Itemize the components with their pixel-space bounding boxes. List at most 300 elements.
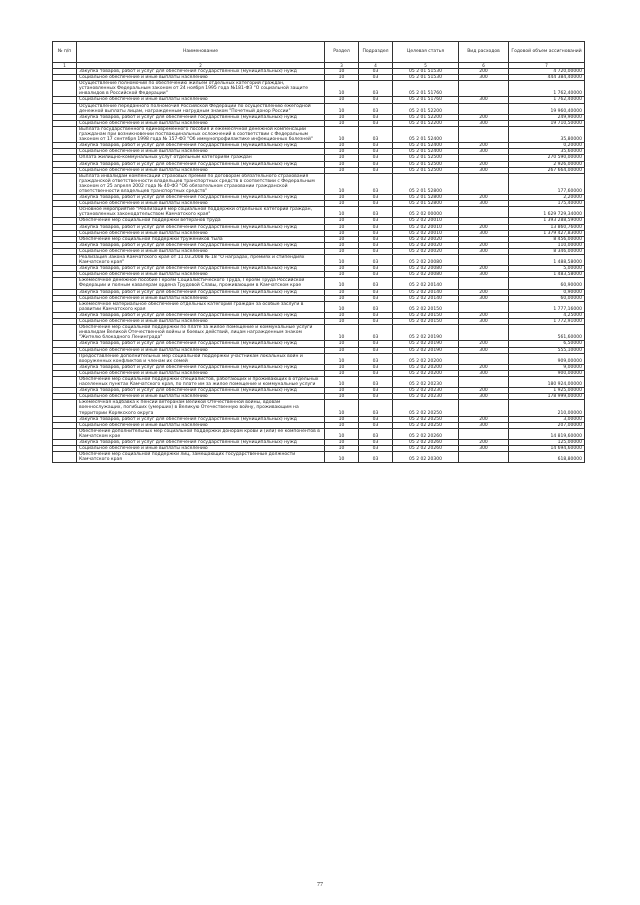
row-name: Реализация Закона Камчатского края от 11.03.2008 № 18 "О наградах, премиях и стипендиях Камчатского края" bbox=[77, 255, 325, 266]
row-razdel: 10 bbox=[325, 75, 359, 81]
row-name: Социальное обеспечение и иные выплаты населению bbox=[77, 295, 325, 301]
row-statya: 05 2 02 20010 bbox=[393, 224, 459, 230]
row-podrazdel: 03 bbox=[359, 149, 393, 155]
row-statya: 05 2 02 20150 bbox=[393, 301, 459, 312]
table-row bbox=[53, 126, 585, 142]
row-podrazdel: 03 bbox=[359, 394, 393, 400]
row-number bbox=[53, 325, 77, 341]
row-sum: 14 819,60000 bbox=[509, 428, 585, 439]
row-vid: 200 bbox=[459, 440, 509, 446]
row-vid: 200 bbox=[459, 312, 509, 318]
row-vid: 300 bbox=[459, 120, 509, 126]
row-vid: 200 bbox=[459, 416, 509, 422]
row-podrazdel: 03 bbox=[359, 167, 393, 173]
col-number: 1 bbox=[53, 63, 77, 69]
budget-table bbox=[52, 41, 585, 463]
row-sum: 8 346,00000 bbox=[509, 248, 585, 254]
row-vid bbox=[459, 301, 509, 312]
row-razdel: 10 bbox=[325, 103, 359, 114]
row-vid bbox=[459, 207, 509, 218]
row-name: Социальное обеспечение и иные выплаты населению bbox=[77, 422, 325, 428]
row-sum: 4,25000 bbox=[509, 312, 585, 318]
row-vid: 200 bbox=[459, 364, 509, 370]
row-podrazdel: 03 bbox=[359, 446, 393, 452]
row-vid: 300 bbox=[459, 75, 509, 81]
row-sum: 1 488,58000 bbox=[509, 255, 585, 266]
row-sum: 555,10000 bbox=[509, 347, 585, 353]
row-podrazdel: 03 bbox=[359, 440, 393, 446]
row-statya: 05 2 02 20080 bbox=[393, 266, 459, 272]
row-podrazdel: 03 bbox=[359, 278, 393, 289]
row-sum: 900,00000 bbox=[509, 370, 585, 376]
row-sum: 618,80000 bbox=[509, 452, 585, 463]
row-number bbox=[53, 126, 77, 142]
row-name: Закупка товаров, работ и услуг для обеспечения государственных (муниципальных) нужд bbox=[77, 143, 325, 149]
row-razdel: 10 bbox=[325, 236, 359, 242]
row-name: Обеспечение дополнительных мер социальной поддержки донорам крови и (или) ее компонентов в Камчатском крае bbox=[77, 428, 325, 439]
row-statya: 05 2 02 20260 bbox=[393, 446, 459, 452]
row-razdel: 10 bbox=[325, 272, 359, 278]
row-statya: 05 2 02 20200 bbox=[393, 364, 459, 370]
header-num: № п/п bbox=[53, 42, 77, 63]
row-statya: 05 2 02 20230 bbox=[393, 394, 459, 400]
row-number bbox=[53, 278, 77, 289]
row-name: Социальное обеспечение и иные выплаты населению bbox=[77, 230, 325, 236]
row-name: Закупка товаров, работ и услуг для обеспечения государственных (муниципальных) нужд bbox=[77, 312, 325, 318]
row-vid: 300 bbox=[459, 230, 509, 236]
row-sum: 13 860,76000 bbox=[509, 224, 585, 230]
row-razdel: 10 bbox=[325, 266, 359, 272]
row-razdel: 10 bbox=[325, 446, 359, 452]
row-statya: 05 2 01 52800 bbox=[393, 173, 459, 194]
row-vid bbox=[459, 103, 509, 114]
row-podrazdel: 03 bbox=[359, 319, 393, 325]
row-sum: 1 762,40000 bbox=[509, 81, 585, 97]
row-statya: 05 2 01 52400 bbox=[393, 126, 459, 142]
row-razdel: 10 bbox=[325, 155, 359, 161]
row-podrazdel: 03 bbox=[359, 400, 393, 416]
header-name: Наименование bbox=[77, 42, 325, 63]
row-podrazdel: 03 bbox=[359, 370, 393, 376]
row-razdel: 10 bbox=[325, 416, 359, 422]
row-statya: 05 2 02 20140 bbox=[393, 289, 459, 295]
row-sum: 19 960,40000 bbox=[509, 103, 585, 114]
row-statya: 05 2 02 00000 bbox=[393, 207, 459, 218]
row-number bbox=[53, 376, 77, 387]
row-razdel: 10 bbox=[325, 452, 359, 463]
row-razdel: 10 bbox=[325, 341, 359, 347]
row-statya: 05 2 02 20150 bbox=[393, 312, 459, 318]
header-podrazdel: Подраздел bbox=[359, 42, 393, 63]
row-podrazdel: 03 bbox=[359, 81, 393, 97]
row-vid: 300 bbox=[459, 394, 509, 400]
row-razdel: 10 bbox=[325, 295, 359, 301]
row-number bbox=[53, 428, 77, 439]
row-podrazdel: 03 bbox=[359, 376, 393, 387]
table-row bbox=[53, 353, 585, 364]
row-statya: 05 2 02 20200 bbox=[393, 353, 459, 364]
row-razdel: 10 bbox=[325, 218, 359, 224]
row-name: Закупка товаров, работ и услуг для обеспечения государственных (муниципальных) нужд bbox=[77, 114, 325, 120]
table-row bbox=[53, 376, 585, 387]
row-statya: 05 2 01 52400 bbox=[393, 143, 459, 149]
row-podrazdel: 03 bbox=[359, 289, 393, 295]
col-number: 3 bbox=[325, 63, 359, 69]
row-statya: 05 2 02 20190 bbox=[393, 341, 459, 347]
row-statya: 05 2 01 52500 bbox=[393, 167, 459, 173]
row-podrazdel: 03 bbox=[359, 201, 393, 207]
row-number bbox=[53, 81, 77, 97]
row-statya: 05 2 02 20010 bbox=[393, 230, 459, 236]
row-razdel: 10 bbox=[325, 224, 359, 230]
row-podrazdel: 03 bbox=[359, 341, 393, 347]
row-name: Социальное обеспечение и иные выплаты населению bbox=[77, 97, 325, 103]
row-vid: 200 bbox=[459, 341, 509, 347]
row-sum: 19 710,50000 bbox=[509, 120, 585, 126]
row-number bbox=[53, 400, 77, 416]
row-razdel: 10 bbox=[325, 278, 359, 289]
row-razdel: 10 bbox=[325, 353, 359, 364]
row-name: Обеспечение мер социальной поддержки тружеников тыла bbox=[77, 236, 325, 242]
table-row bbox=[53, 207, 585, 218]
row-statya: 05 2 01 52200 bbox=[393, 114, 459, 120]
row-name: Основное мероприятие "Реализация мер социальной поддержки отдельных категорий граждан, установленных законодательством Камчатского края" bbox=[77, 207, 325, 218]
row-podrazdel: 03 bbox=[359, 364, 393, 370]
row-statya: 05 2 02 20300 bbox=[393, 452, 459, 463]
row-statya: 05 2 02 20230 bbox=[393, 376, 459, 387]
row-razdel: 10 bbox=[325, 325, 359, 341]
col-number: 2 bbox=[77, 63, 325, 69]
row-sum: 267 664,00000 bbox=[509, 167, 585, 173]
table-row bbox=[53, 103, 585, 114]
row-name: Обеспечение мер социальной поддержки лиц, замещающих государственные должности Камчатского края bbox=[77, 452, 325, 463]
header-sum: Годовой объем ассигнований bbox=[509, 42, 585, 63]
row-vid bbox=[459, 376, 509, 387]
row-statya: 05 2 01 51760 bbox=[393, 81, 459, 97]
row-name: Предоставление дополнительных мер социальной поддержки участникам локальных войн и вооруженных конфликтов и членам их семей bbox=[77, 353, 325, 364]
row-podrazdel: 03 bbox=[359, 120, 393, 126]
row-sum: 178 999,00000 bbox=[509, 394, 585, 400]
row-razdel: 10 bbox=[325, 120, 359, 126]
row-statya: 05 2 01 52800 bbox=[393, 195, 459, 201]
table-body bbox=[53, 69, 585, 463]
row-sum: 207,00000 bbox=[509, 422, 585, 428]
row-vid: 300 bbox=[459, 446, 509, 452]
row-podrazdel: 03 bbox=[359, 75, 393, 81]
row-statya: 05 2 02 20250 bbox=[393, 416, 459, 422]
row-statya: 05 2 02 20080 bbox=[393, 272, 459, 278]
row-sum: 177,60000 bbox=[509, 173, 585, 194]
row-name: Выплата государственного единовременного пособия и ежемесячной денежной компенсации гражданам при возникновении поствакцинальных осложнений в соответствии с Федеральным законом от 17 сентября 1998 года № 157-ФЗ "Об иммунопрофилактике инфекционных болезней" bbox=[77, 126, 325, 142]
row-sum: 1 483,58000 bbox=[509, 272, 585, 278]
row-name: Обеспечение мер социальной поддержки ветеранов труда bbox=[77, 218, 325, 224]
row-podrazdel: 03 bbox=[359, 248, 393, 254]
row-sum: 1 629 729,34000 bbox=[509, 207, 585, 218]
row-sum: 2,20000 bbox=[509, 195, 585, 201]
row-sum: 1 379 427,83000 bbox=[509, 230, 585, 236]
row-razdel: 10 bbox=[325, 370, 359, 376]
row-podrazdel: 03 bbox=[359, 97, 393, 103]
row-vid: 200 bbox=[459, 388, 509, 394]
row-statya: 05 2 01 52400 bbox=[393, 149, 459, 155]
row-vid: 300 bbox=[459, 272, 509, 278]
row-vid: 300 bbox=[459, 201, 509, 207]
page-number: 77 bbox=[317, 882, 323, 888]
row-vid bbox=[459, 255, 509, 266]
table-row bbox=[53, 278, 585, 289]
row-statya: 05 2 02 20020 bbox=[393, 248, 459, 254]
row-name: Обеспечение мер социальной поддержки по плате за жилое помещение и коммунальные услуги инвалидам Великой Отечественной войны и боевых действий, лицам награжденным знаком "Жителю блокадного Ленинграда" bbox=[77, 325, 325, 341]
row-vid: 200 bbox=[459, 69, 509, 75]
row-razdel: 10 bbox=[325, 69, 359, 75]
row-podrazdel: 03 bbox=[359, 312, 393, 318]
row-sum: 1 777,16000 bbox=[509, 301, 585, 312]
row-name: Социальное обеспечение и иные выплаты населению bbox=[77, 167, 325, 173]
col-number: 6 bbox=[459, 63, 509, 69]
row-vid: 300 bbox=[459, 370, 509, 376]
row-statya: 05 2 02 20260 bbox=[393, 440, 459, 446]
row-razdel: 10 bbox=[325, 81, 359, 97]
row-statya: 05 2 01 51530 bbox=[393, 75, 459, 81]
row-vid: 300 bbox=[459, 248, 509, 254]
row-razdel: 10 bbox=[325, 388, 359, 394]
row-statya: 05 2 01 52200 bbox=[393, 120, 459, 126]
table-row bbox=[53, 452, 585, 463]
row-name: Социальное обеспечение и иные выплаты населению bbox=[77, 201, 325, 207]
row-name: Осуществление переданного полномочия Российской Федерации по осуществлению ежегодной денежной выплаты лицам, награжденным нагрудным знаком "Почетный донор России" bbox=[77, 103, 325, 114]
row-sum: 60,90000 bbox=[509, 278, 585, 289]
row-name: Социальное обеспечение и иные выплаты населению bbox=[77, 248, 325, 254]
row-name: Закупка товаров, работ и услуг для обеспечения государственных (муниципальных) нужд bbox=[77, 289, 325, 295]
row-statya: 05 2 02 20260 bbox=[393, 428, 459, 439]
table-row bbox=[53, 301, 585, 312]
row-name: Социальное обеспечение и иные выплаты населению bbox=[77, 394, 325, 400]
row-vid bbox=[459, 173, 509, 194]
row-razdel: 10 bbox=[325, 149, 359, 155]
row-number bbox=[53, 103, 77, 114]
row-razdel: 10 bbox=[325, 301, 359, 312]
row-sum: 14 694,60000 bbox=[509, 446, 585, 452]
row-vid: 300 bbox=[459, 149, 509, 155]
row-statya: 05 2 02 20250 bbox=[393, 422, 459, 428]
row-podrazdel: 03 bbox=[359, 422, 393, 428]
row-name: Социальное обеспечение и иные выплаты населению bbox=[77, 272, 325, 278]
row-sum: 35,80000 bbox=[509, 126, 585, 142]
row-podrazdel: 03 bbox=[359, 114, 393, 120]
header-statya: Целевая статья bbox=[393, 42, 459, 63]
row-statya: 05 2 01 52800 bbox=[393, 201, 459, 207]
row-sum: 444 384,40000 bbox=[509, 75, 585, 81]
row-statya: 05 2 02 20230 bbox=[393, 388, 459, 394]
row-sum: 249,90000 bbox=[509, 114, 585, 120]
row-statya: 05 2 01 52500 bbox=[393, 155, 459, 161]
row-number bbox=[53, 207, 77, 218]
row-statya: 05 2 02 20020 bbox=[393, 236, 459, 242]
row-sum: 210,00000 bbox=[509, 400, 585, 416]
row-vid: 200 bbox=[459, 195, 509, 201]
row-name: Социальное обеспечение и иные выплаты населению bbox=[77, 347, 325, 353]
row-podrazdel: 03 bbox=[359, 242, 393, 248]
row-sum: 60,00000 bbox=[509, 295, 585, 301]
row-sum: 180 924,00000 bbox=[509, 376, 585, 387]
row-statya: 05 2 02 20140 bbox=[393, 278, 459, 289]
row-name: Закупка товаров, работ и услуг для обеспечения государственных (муниципальных) нужд bbox=[77, 266, 325, 272]
row-razdel: 10 bbox=[325, 400, 359, 416]
row-sum: 909,00000 bbox=[509, 353, 585, 364]
row-sum: 3,00000 bbox=[509, 416, 585, 422]
row-razdel: 10 bbox=[325, 364, 359, 370]
col-number: 7 bbox=[509, 63, 585, 69]
row-razdel: 10 bbox=[325, 255, 359, 266]
row-podrazdel: 03 bbox=[359, 416, 393, 422]
row-podrazdel: 03 bbox=[359, 301, 393, 312]
row-razdel: 10 bbox=[325, 195, 359, 201]
row-sum: 125,00000 bbox=[509, 440, 585, 446]
row-statya: 05 2 02 20190 bbox=[393, 325, 459, 341]
row-vid: 200 bbox=[459, 161, 509, 167]
row-statya: 05 2 01 52200 bbox=[393, 103, 459, 114]
row-name: Осуществление полномочий по обеспечению жильем отдельных категорий граждан, установленных Федеральным законом от 24 ноября 1995 года №181-ФЗ "О социальной защите инвалидов в Российской Федерации" bbox=[77, 81, 325, 97]
table-row bbox=[53, 173, 585, 194]
row-name: Закупка товаров, работ и услуг для обеспечения государственных (муниципальных) нужд bbox=[77, 69, 325, 75]
row-vid: 200 bbox=[459, 224, 509, 230]
row-name: Закупка товаров, работ и услуг для обеспечения государственных (муниципальных) нужд bbox=[77, 440, 325, 446]
row-sum: 1 393 288,59000 bbox=[509, 218, 585, 224]
row-vid bbox=[459, 428, 509, 439]
header-vid: Вид расходов bbox=[459, 42, 509, 63]
row-sum: 270 590,00000 bbox=[509, 155, 585, 161]
row-sum: 1 762,40000 bbox=[509, 97, 585, 103]
row-name: Социальное обеспечение и иные выплаты населению bbox=[77, 149, 325, 155]
row-vid: 300 bbox=[459, 167, 509, 173]
row-number bbox=[53, 452, 77, 463]
row-razdel: 10 bbox=[325, 422, 359, 428]
row-number bbox=[53, 255, 77, 266]
row-razdel: 10 bbox=[325, 114, 359, 120]
row-sum: 0,20000 bbox=[509, 143, 585, 149]
row-name: Закупка товаров, работ и услуг для обеспечения государственных (муниципальных) нужд bbox=[77, 195, 325, 201]
row-podrazdel: 03 bbox=[359, 207, 393, 218]
row-name: Выплата инвалидам компенсаций страховых премий по договорам обязательного страхования гражданской ответственности владельцев транспортных средств в соответствии с Федеральным законом от 25 апреля 2002 года № 40-ФЗ "Об обязательном страховании гражданской ответственности владельцев транспортных средств" bbox=[77, 173, 325, 194]
row-statya: 05 2 01 52500 bbox=[393, 161, 459, 167]
row-razdel: 10 bbox=[325, 230, 359, 236]
row-podrazdel: 03 bbox=[359, 103, 393, 114]
row-podrazdel: 03 bbox=[359, 353, 393, 364]
row-razdel: 10 bbox=[325, 376, 359, 387]
row-name: Социальное обеспечение и иные выплаты населению bbox=[77, 120, 325, 126]
row-sum: 110,00000 bbox=[509, 242, 585, 248]
row-razdel: 10 bbox=[325, 173, 359, 194]
row-podrazdel: 03 bbox=[359, 388, 393, 394]
row-razdel: 10 bbox=[325, 167, 359, 173]
row-razdel: 10 bbox=[325, 312, 359, 318]
row-podrazdel: 03 bbox=[359, 218, 393, 224]
col-number: 5 bbox=[393, 63, 459, 69]
row-podrazdel: 03 bbox=[359, 126, 393, 142]
table-row bbox=[53, 325, 585, 341]
row-vid: 200 bbox=[459, 242, 509, 248]
col-number: 4 bbox=[359, 63, 393, 69]
row-vid bbox=[459, 81, 509, 97]
row-razdel: 10 bbox=[325, 440, 359, 446]
row-sum: 175,40000 bbox=[509, 201, 585, 207]
row-sum: 5,00000 bbox=[509, 266, 585, 272]
row-name: Обеспечение мер социальной поддержки специалистов, работающих и проживающих в отдельных населенных пунктах Камчатского края, по плате им за жилое помещение и коммунальные услуги bbox=[77, 376, 325, 387]
row-podrazdel: 03 bbox=[359, 347, 393, 353]
row-name: Ежемесячное денежное пособие Героям Социалистического Труда, Героям Труда Российской Федерации и полным кавалерам ордена Трудовой Славы, проживающим в Камчатском крае bbox=[77, 278, 325, 289]
row-podrazdel: 03 bbox=[359, 230, 393, 236]
row-vid: 300 bbox=[459, 97, 509, 103]
row-vid: 300 bbox=[459, 422, 509, 428]
row-name: Социальное обеспечение и иные выплаты населению bbox=[77, 370, 325, 376]
row-name: Ежемесячное материальное обеспечение отдельных категорий граждан за особые заслуги в развитии Камчатского края bbox=[77, 301, 325, 312]
row-podrazdel: 03 bbox=[359, 255, 393, 266]
row-name: Ежемесячная надбавка к пенсии ветеранам Великой Отечественной войны, вдовам военнослужащих, погибших (умерших) в Великую Отечественную войну, проживающим на территории Корякского округа bbox=[77, 400, 325, 416]
row-razdel: 10 bbox=[325, 248, 359, 254]
row-name: Социальное обеспечение и иные выплаты населению bbox=[77, 319, 325, 325]
row-podrazdel: 03 bbox=[359, 266, 393, 272]
row-sum: 4 720,00000 bbox=[509, 69, 585, 75]
row-razdel: 10 bbox=[325, 207, 359, 218]
row-name: Закупка товаров, работ и услуг для обеспечения государственных (муниципальных) нужд bbox=[77, 341, 325, 347]
row-podrazdel: 03 bbox=[359, 224, 393, 230]
row-sum: 8 456,00000 bbox=[509, 236, 585, 242]
row-name: Закупка товаров, работ и услуг для обеспечения государственных (муниципальных) нужд bbox=[77, 224, 325, 230]
table-row bbox=[53, 81, 585, 97]
row-name: Социальное обеспечение и иные выплаты населению bbox=[77, 446, 325, 452]
row-statya: 05 2 01 51760 bbox=[393, 97, 459, 103]
row-podrazdel: 03 bbox=[359, 155, 393, 161]
row-sum: 35,60000 bbox=[509, 149, 585, 155]
row-name: Закупка товаров, работ и услуг для обеспечения государственных (муниципальных) нужд bbox=[77, 388, 325, 394]
row-podrazdel: 03 bbox=[359, 325, 393, 341]
row-name: Социальное обеспечение и иные выплаты населению bbox=[77, 75, 325, 81]
row-statya: 05 2 02 20020 bbox=[393, 242, 459, 248]
row-vid bbox=[459, 400, 509, 416]
row-podrazdel: 03 bbox=[359, 173, 393, 194]
table-row bbox=[53, 255, 585, 266]
row-vid bbox=[459, 325, 509, 341]
row-podrazdel: 03 bbox=[359, 295, 393, 301]
row-razdel: 10 bbox=[325, 161, 359, 167]
row-podrazdel: 03 bbox=[359, 452, 393, 463]
row-podrazdel: 03 bbox=[359, 236, 393, 242]
table-row bbox=[53, 400, 585, 416]
row-number bbox=[53, 173, 77, 194]
row-name: Закупка товаров, работ и услуг для обеспечения государственных (муниципальных) нужд bbox=[77, 161, 325, 167]
row-statya: 05 2 01 51530 bbox=[393, 69, 459, 75]
row-sum: 2 926,00000 bbox=[509, 161, 585, 167]
row-podrazdel: 03 bbox=[359, 161, 393, 167]
row-sum: 1 925,00000 bbox=[509, 388, 585, 394]
row-vid: 300 bbox=[459, 319, 509, 325]
row-sum: 6,50000 bbox=[509, 341, 585, 347]
row-vid: 200 bbox=[459, 114, 509, 120]
row-vid bbox=[459, 126, 509, 142]
row-sum: 1 772,91000 bbox=[509, 319, 585, 325]
row-number bbox=[53, 353, 77, 364]
row-sum: 561,60000 bbox=[509, 325, 585, 341]
row-razdel: 10 bbox=[325, 319, 359, 325]
row-statya: 05 2 02 20190 bbox=[393, 347, 459, 353]
row-sum: 0,90000 bbox=[509, 289, 585, 295]
row-razdel: 10 bbox=[325, 394, 359, 400]
row-name: Закупка товаров, работ и услуг для обеспечения государственных (муниципальных) нужд bbox=[77, 416, 325, 422]
row-number bbox=[53, 301, 77, 312]
row-razdel: 10 bbox=[325, 242, 359, 248]
row-podrazdel: 03 bbox=[359, 428, 393, 439]
row-statya: 05 2 02 20200 bbox=[393, 370, 459, 376]
